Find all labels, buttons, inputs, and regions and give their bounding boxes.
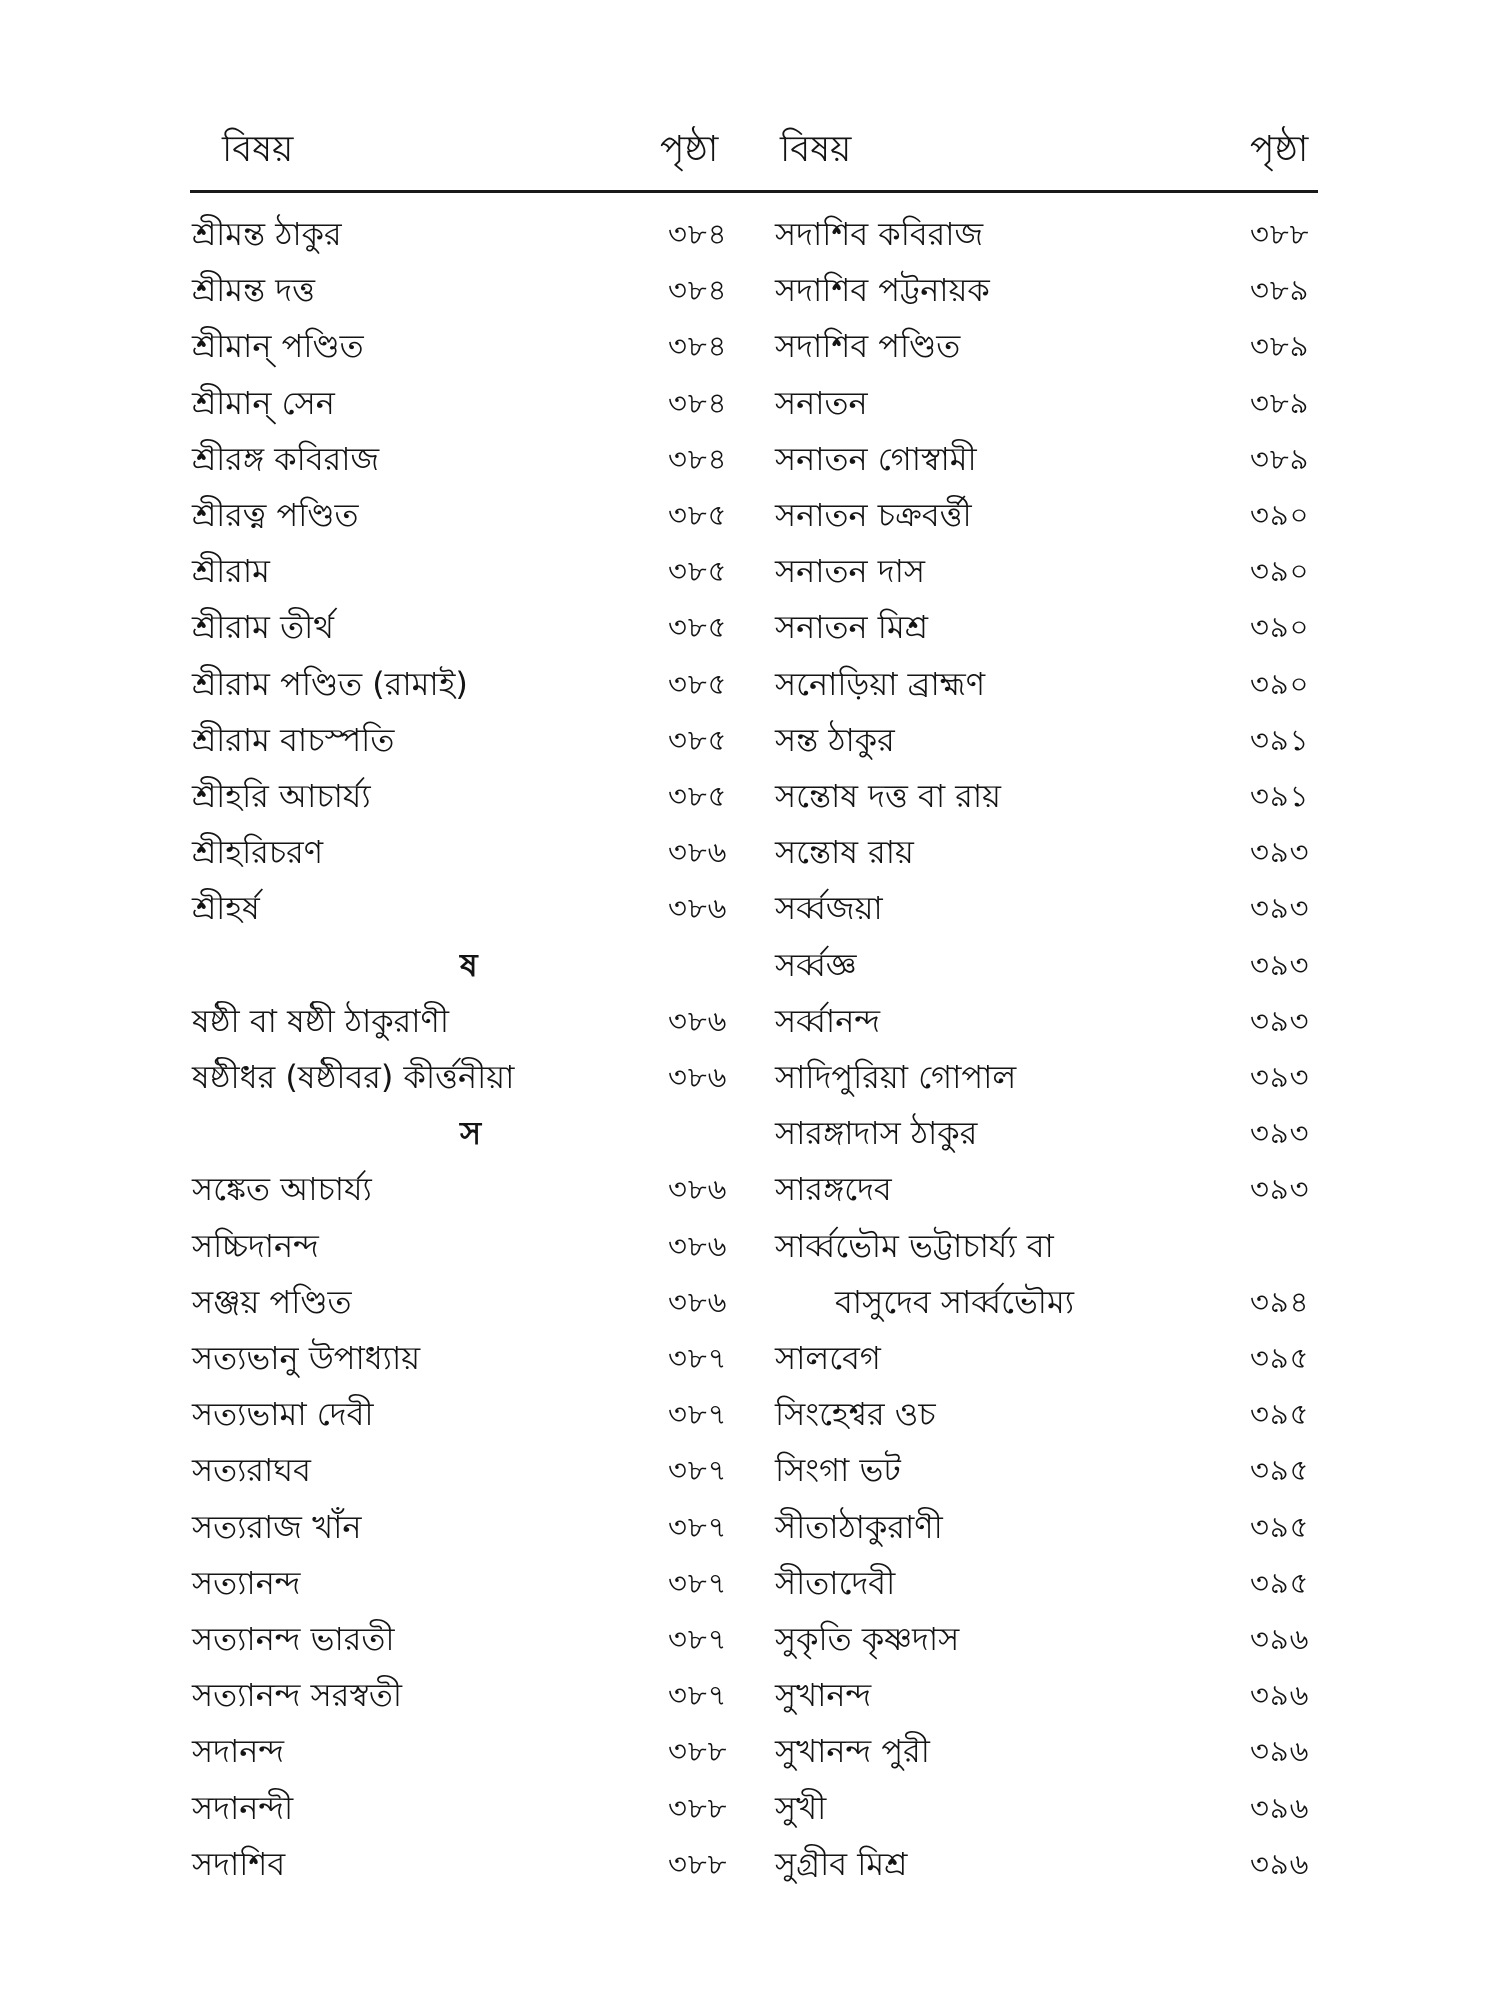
- entry-page-number: ৩৮৮: [668, 1734, 728, 1769]
- index-entry: [192, 1274, 748, 1330]
- index-entry: [775, 431, 1330, 487]
- index-entry: [775, 487, 1330, 543]
- entry-page-number: ৩৮৪: [668, 273, 728, 308]
- index-entry: [775, 318, 1330, 374]
- entry-title: সিংগা ভট: [775, 1451, 901, 1490]
- index-entry: [192, 1442, 748, 1498]
- entry-page-number: ৩৯০: [1250, 554, 1310, 589]
- index-entry: [775, 1218, 1330, 1274]
- index-entry: [775, 1330, 1330, 1386]
- entry-page-number: ৩৯৩: [1250, 1116, 1310, 1151]
- index-entry: [192, 206, 748, 262]
- entry-title: সন্তোষ রায়: [775, 833, 914, 872]
- entry-page-number: ৩৯৬: [1250, 1622, 1310, 1656]
- entry-page-number: ৩৮৮: [668, 1846, 728, 1881]
- entry-title: সার্ব্বভৌম ভট্টাচার্য্য বা: [775, 1226, 1054, 1265]
- index-entry: [775, 1049, 1330, 1105]
- index-entry: [775, 543, 1330, 599]
- entry-title: সনাতন মিশ্র: [775, 608, 928, 647]
- left-page-header: পৃষ্ঠা: [660, 129, 719, 170]
- entry-title: শ্রীমান্ সেন: [192, 383, 335, 422]
- index-entry: [192, 375, 748, 431]
- entry-title: বাসুদেব সার্ব্বভৌম্য: [835, 1282, 1074, 1321]
- entry-page-number: ৩৯৫: [1250, 1565, 1310, 1600]
- entry-page-number: ৩৮৫: [668, 779, 728, 813]
- index-entry: [192, 1218, 748, 1274]
- index-entry: [192, 768, 748, 824]
- index-entry: [775, 1105, 1330, 1161]
- index-entry: [775, 262, 1330, 318]
- index-entry: [775, 768, 1330, 824]
- index-entry: [775, 599, 1330, 655]
- index-entry: [775, 375, 1330, 431]
- index-entry: [192, 993, 748, 1049]
- right-page-header: পৃষ্ঠা: [1250, 129, 1309, 170]
- index-entry: [775, 1723, 1330, 1779]
- entry-page-number: ৩৯৩: [1250, 947, 1310, 982]
- entry-title: সুকৃতি কৃষ্ণদাস: [775, 1620, 960, 1658]
- entry-title: সুখানন্দ পুরী: [775, 1732, 930, 1771]
- entry-page-number: ৩৮৬: [668, 1003, 728, 1038]
- entry-title: সত্যভামা দেবী: [192, 1395, 374, 1434]
- entry-page-number: ৩৮৫: [668, 610, 728, 645]
- index-entry: [775, 1667, 1330, 1723]
- index-entry: [192, 1780, 748, 1836]
- entry-title: শ্রীরঙ্গ কবিরাজ: [192, 439, 380, 478]
- index-entry: [192, 1161, 748, 1217]
- entry-title: শ্রীরাম তীর্থ: [192, 608, 334, 647]
- entry-title: সিংহেশ্বর ওচ: [775, 1395, 936, 1434]
- entry-page-number: ৩৮৪: [668, 441, 728, 476]
- index-entry: [775, 1611, 1330, 1667]
- entry-title: সদাশিব পণ্ডিত: [775, 327, 961, 366]
- index-entry: [192, 1723, 748, 1779]
- entry-title: ষষ্ঠী বা ষষ্ঠী ঠাকুরাণী: [192, 1001, 450, 1040]
- entry-page-number: ৩৮৪: [668, 385, 728, 420]
- entry-page-number: ৩৮৬: [668, 835, 728, 870]
- index-entry: [775, 880, 1330, 936]
- entry-title: সঙ্কেত আচার্য্য: [192, 1170, 372, 1209]
- index-entry: [775, 993, 1330, 1049]
- index-entry: [192, 1611, 748, 1667]
- entry-title: সনাতন গোস্বামী: [775, 439, 977, 478]
- entry-title: সুখানন্দ: [775, 1676, 872, 1715]
- index-entry: [192, 1049, 748, 1105]
- entry-page-number: ৩৮৭: [668, 1453, 728, 1488]
- index-entry: [775, 1274, 1330, 1330]
- entry-page-number: ৩৮৫: [668, 498, 728, 532]
- entry-title: শ্রীরাম: [192, 552, 270, 591]
- index-entry: [775, 1386, 1330, 1442]
- index-entry: [192, 1330, 748, 1386]
- index-entry: [192, 880, 748, 936]
- entry-page-number: ৩৯১: [1250, 722, 1310, 757]
- entry-title: সারঙ্গদেব: [775, 1170, 892, 1209]
- index-entry: [775, 824, 1330, 880]
- entry-title: শ্রীমান্ পণ্ডিত: [192, 327, 364, 366]
- left-subject-header: বিষয়: [222, 129, 294, 170]
- entry-title: সত্যানন্দ: [192, 1563, 301, 1602]
- right-subject-header: বিষয়: [780, 129, 852, 170]
- entry-title: সনাতন দাস: [775, 552, 926, 591]
- entry-title: সদাশিব: [192, 1844, 286, 1883]
- entry-page-number: ৩৮৪: [668, 329, 728, 364]
- entry-title: সনাতন চক্রবর্ত্তী: [775, 496, 972, 534]
- entry-title: শ্রীরাম পণ্ডিত (রামাই): [192, 664, 468, 703]
- entry-page-number: ৩৯৬: [1250, 1734, 1310, 1769]
- entry-title: শ্রীহর্ষ: [192, 889, 260, 928]
- entry-title: শ্রীমন্ত দত্ত: [192, 271, 315, 310]
- entry-page-number: ৩৯৫: [1250, 1341, 1310, 1375]
- section-letter: ষ: [460, 945, 478, 984]
- index-entry: [192, 487, 748, 543]
- entry-title: সদাশিব পট্টনায়ক: [775, 271, 990, 310]
- entry-title: শ্রীহরি আচার্য্য: [192, 777, 371, 815]
- entry-page-number: ৩৮৭: [668, 1622, 728, 1656]
- entry-title: সত্যভানু উপাধ্যায়: [192, 1339, 421, 1377]
- index-entry: [192, 1667, 748, 1723]
- entry-page-number: ৩৮৫: [668, 554, 728, 589]
- index-entry: [192, 543, 748, 599]
- entry-page-number: ৩৯০: [1250, 666, 1310, 701]
- index-entry: [775, 937, 1330, 993]
- entry-page-number: ৩৮৯: [1250, 329, 1310, 364]
- entry-page-number: ৩৮৫: [668, 666, 728, 701]
- index-entry: [192, 1386, 748, 1442]
- index-entry: [192, 262, 748, 318]
- entry-page-number: ৩৯৬: [1250, 1678, 1310, 1713]
- entry-page-number: ৩৯৬: [1250, 1846, 1310, 1881]
- entry-page-number: ৩৮৭: [668, 1341, 728, 1375]
- entry-page-number: ৩৮৯: [1250, 441, 1310, 476]
- entry-title: শ্রীরাম বাচস্পতি: [192, 720, 395, 759]
- header-divider: [190, 190, 1318, 193]
- index-entry: [775, 1499, 1330, 1555]
- index-entry: [192, 712, 748, 768]
- index-entry: [775, 1442, 1330, 1498]
- entry-page-number: ৩৮৮: [1250, 217, 1310, 251]
- entry-title: সন্তোষ দত্ত বা রায়: [775, 777, 1002, 815]
- index-entry: [775, 1161, 1330, 1217]
- entry-title: সারঙ্গাদাস ঠাকুর: [775, 1114, 978, 1153]
- index-entry: [192, 318, 748, 374]
- entry-page-number: ৩৮৯: [1250, 385, 1310, 420]
- entry-page-number: ৩৮৫: [668, 722, 728, 757]
- index-entry: [775, 712, 1330, 768]
- entry-title: সদাশিব কবিরাজ: [775, 215, 984, 253]
- entry-title: সুগ্রীব মিশ্র: [775, 1844, 908, 1883]
- entry-page-number: ৩৯৫: [1250, 1453, 1310, 1488]
- index-entry: [192, 599, 748, 655]
- entry-title: সনাতন: [775, 383, 868, 422]
- entry-title: সন্ত ঠাকুর: [775, 720, 895, 759]
- entry-title: সত্যানন্দ ভারতী: [192, 1620, 395, 1658]
- entry-page-number: ৩৯৫: [1250, 1397, 1310, 1432]
- entry-page-number: ৩৮৮: [668, 1790, 728, 1825]
- entry-title: সদানন্দী: [192, 1788, 294, 1827]
- entry-title: সত্যরাজ খাঁন: [192, 1507, 362, 1546]
- entry-title: সর্ব্বজ্ঞ: [775, 945, 857, 984]
- entry-page-number: ৩৮৭: [668, 1565, 728, 1600]
- entry-page-number: ৩৮৭: [668, 1678, 728, 1713]
- entry-page-number: ৩৮৪: [668, 217, 728, 251]
- entry-page-number: ৩৮৬: [668, 1172, 728, 1207]
- entry-title: সদানন্দ: [192, 1732, 285, 1771]
- entry-title: সত্যানন্দ সরস্বতী: [192, 1676, 403, 1715]
- entry-title: সচ্চিদানন্দ: [192, 1226, 319, 1265]
- entry-page-number: ৩৯১: [1250, 779, 1310, 813]
- entry-title: শ্রীহরিচরণ: [192, 833, 324, 872]
- entry-title: ষষ্ঠীধর (ষষ্ঠীবর) কীর্ত্তনীয়া: [192, 1058, 515, 1096]
- entry-page-number: ৩৯৩: [1250, 1060, 1310, 1094]
- index-entry: [192, 824, 748, 880]
- entry-page-number: ৩৮৬: [668, 891, 728, 926]
- index-entry: [192, 1555, 748, 1611]
- index-entry: [192, 1836, 748, 1892]
- section-letter: স: [460, 1114, 482, 1153]
- entry-page-number: ৩৯৩: [1250, 835, 1310, 870]
- index-entry: [192, 1499, 748, 1555]
- entry-title: সনোড়িয়া ব্রাহ্মণ: [775, 664, 986, 703]
- entry-page-number: ৩৯০: [1250, 498, 1310, 532]
- index-entry: [775, 1780, 1330, 1836]
- entry-page-number: ৩৯০: [1250, 610, 1310, 645]
- entry-page-number: ৩৮৬: [668, 1060, 728, 1094]
- entry-title: সুখী: [775, 1788, 827, 1827]
- entry-page-number: ৩৮৭: [668, 1509, 728, 1544]
- entry-title: শ্রীরত্ন পণ্ডিত: [192, 496, 359, 534]
- index-entry: [775, 656, 1330, 712]
- entry-title: সাদিপুরিয়া গোপাল: [775, 1058, 1017, 1096]
- entry-page-number: ৩৯৩: [1250, 1172, 1310, 1207]
- entry-title: সীতাদেবী: [775, 1563, 896, 1602]
- entry-page-number: ৩৮৬: [668, 1284, 728, 1319]
- index-entry: [775, 1555, 1330, 1611]
- entry-title: সত্যরাঘব: [192, 1451, 311, 1490]
- entry-page-number: ৩৮৯: [1250, 273, 1310, 308]
- entry-page-number: ৩৯৩: [1250, 891, 1310, 926]
- entry-page-number: ৩৯৬: [1250, 1790, 1310, 1825]
- entry-page-number: ৩৯৩: [1250, 1003, 1310, 1038]
- entry-title: সঞ্জয় পণ্ডিত: [192, 1282, 352, 1321]
- entry-title: সালবেগ: [775, 1339, 881, 1377]
- entry-title: সর্ব্বানন্দ: [775, 1001, 880, 1040]
- entry-title: সর্ব্বজয়া: [775, 889, 883, 928]
- index-entry: [192, 656, 748, 712]
- index-entry: [775, 1836, 1330, 1892]
- index-entry: [775, 206, 1330, 262]
- entry-title: সীতাঠাকুরাণী: [775, 1507, 943, 1546]
- entry-title: শ্রীমন্ত ঠাকুর: [192, 215, 342, 253]
- entry-page-number: ৩৯৫: [1250, 1509, 1310, 1544]
- entry-page-number: ৩৮৬: [668, 1228, 728, 1263]
- entry-page-number: ৩৯৪: [1250, 1284, 1310, 1319]
- index-entry: [192, 431, 748, 487]
- entry-page-number: ৩৮৭: [668, 1397, 728, 1432]
